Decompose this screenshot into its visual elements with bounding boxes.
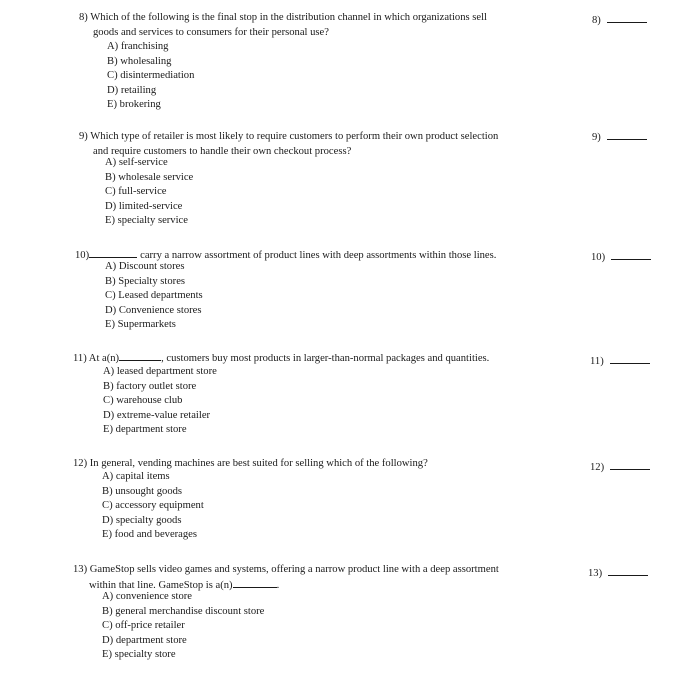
option-d[interactable]: D) department store [102,634,187,646]
fill-in-blank[interactable] [119,351,161,361]
question-stem [79,130,498,159]
answer-blank[interactable] [610,354,650,364]
option-c[interactable]: C) full-service [105,186,167,198]
fill-in-blank[interactable] [89,248,137,258]
stem-line: and require customers to handle their own checkout process? [93,145,352,157]
stem-line: goods and services to consumers for their personal use? [93,26,329,38]
option-list [102,470,204,543]
option-e[interactable]: E) Supermarkets [105,319,176,331]
option-c[interactable]: C) disintermediation [107,70,195,82]
answer-slot [590,460,650,476]
answer-slot [590,354,650,370]
answer-label: 11) [590,356,604,367]
option-list [102,590,264,663]
stem-suffix: carry a narrow assortment of product lines with deep assortments within those lines. [140,250,497,261]
option-d[interactable]: D) retailing [107,84,157,96]
option-e[interactable]: E) specialty service [105,215,188,227]
answer-blank[interactable] [607,13,647,23]
answer-blank[interactable] [608,566,648,576]
option-b[interactable]: B) wholesaling [107,55,172,67]
option-list [107,40,194,113]
option-b[interactable]: B) factory outlet store [103,380,197,392]
option-e[interactable]: E) specialty store [102,649,176,661]
stem-line: 13) GameStop sells video games and systems, offering a narrow product line with a deep assortment [73,564,499,575]
option-a[interactable]: A) self-service [105,157,168,168]
option-a[interactable]: A) franchising [107,41,169,52]
option-b[interactable]: B) wholesale service [105,171,194,183]
answer-label: 13) [588,568,603,579]
answer-slot [592,130,647,146]
option-b[interactable]: B) general merchandise discount store [102,605,265,617]
stem-prefix: within that line. GameStop is a(n) [89,579,233,591]
option-a[interactable]: A) capital items [102,471,170,482]
question-stem [73,563,499,593]
answer-label: 8) [592,15,601,26]
answer-label: 10) [591,252,606,263]
fill-in-blank[interactable] [233,578,277,588]
stem-line: 9) Which type of retailer is most likely to require customers to perform their own product selection [79,131,499,142]
option-e[interactable]: E) department store [103,424,187,436]
option-list [103,365,217,438]
option-a[interactable]: A) leased department store [103,366,217,377]
option-a[interactable]: A) Discount stores [105,261,185,272]
answer-slot [591,250,651,266]
option-c[interactable]: C) warehouse club [103,395,183,407]
option-d[interactable]: D) Convenience stores [105,304,202,316]
question-stem [79,11,487,40]
stem-line: 12) In general, vending machines are best suited for selling which of the following? [73,458,428,469]
answer-blank[interactable] [607,130,647,140]
stem-prefix: 11) At a(n) [73,353,120,364]
option-list [105,156,193,229]
answer-label: 9) [592,132,601,143]
option-b[interactable]: B) unsought goods [102,485,183,497]
stem-suffix: . [276,579,280,591]
stem-suffix: , customers buy most products in larger-than-normal packages and quantities. [161,353,490,364]
option-d[interactable]: D) specialty goods [102,514,182,526]
option-d[interactable]: D) limited-service [105,200,183,212]
option-e[interactable]: E) food and beverages [102,529,198,541]
option-a[interactable]: A) convenience store [102,591,193,602]
answer-blank[interactable] [610,460,650,470]
stem-prefix: 10) [75,250,90,261]
option-b[interactable]: B) Specialty stores [105,275,186,287]
answer-slot [592,13,647,29]
answer-label: 12) [590,462,605,473]
stem-line: 8) Which of the following is the final stop in the distribution channel in which organizations sell [79,12,487,23]
option-list [105,260,203,333]
option-e[interactable]: E) brokering [107,99,161,111]
answer-slot [588,566,648,582]
option-c[interactable]: C) Leased departments [105,290,203,302]
option-c[interactable]: C) off-price retailer [102,620,185,632]
option-d[interactable]: D) extreme-value retailer [103,409,211,421]
answer-blank[interactable] [611,250,651,260]
option-c[interactable]: C) accessory equipment [102,500,204,512]
